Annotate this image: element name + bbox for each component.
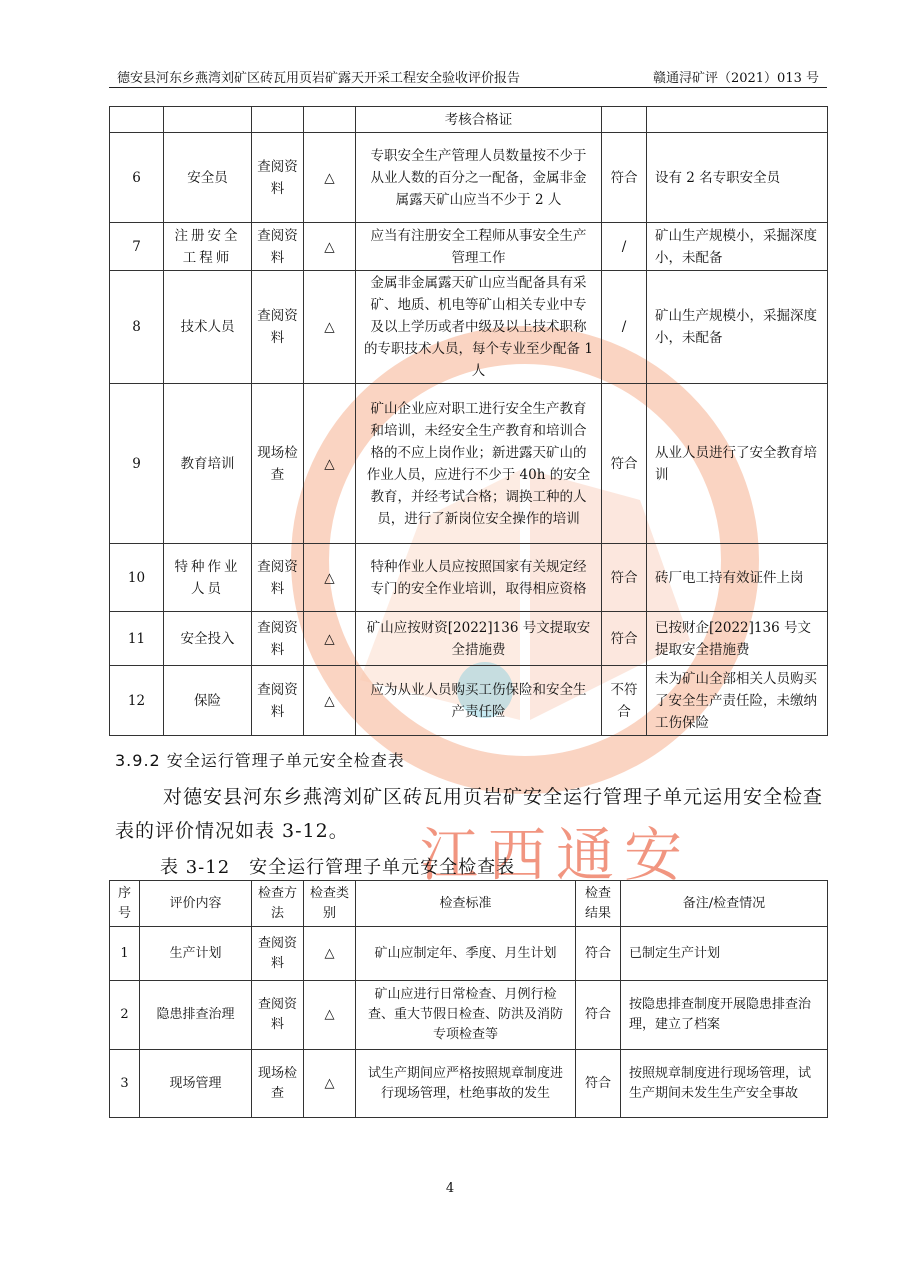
category-cell: △ bbox=[304, 384, 356, 544]
criteria-cell: 应为从业人员购买工伤保险和安全生产责任险 bbox=[356, 666, 602, 736]
row-number: 11 bbox=[110, 612, 164, 666]
table-caption: 表 3-12 安全运行管理子单元安全检查表 bbox=[160, 857, 516, 878]
criteria-cell: 应当有注册安全工程师从事安全生产管理工作 bbox=[356, 223, 602, 271]
method-cell: 查阅资料 bbox=[252, 612, 304, 666]
row-number: 8 bbox=[110, 271, 164, 384]
header-report-number: 赣通浔矿评（2021）013 号 bbox=[652, 71, 819, 86]
method-cell: 查阅资料 bbox=[252, 223, 304, 271]
item-cell: 技术人员 bbox=[164, 271, 252, 384]
criteria-cell: 矿山应制定年、季度、月生计划 bbox=[356, 927, 576, 981]
item-cell: 特种作业人员 bbox=[164, 544, 252, 612]
row-number: 3 bbox=[110, 1050, 140, 1118]
category-cell: △ bbox=[304, 666, 356, 736]
note-cell: 按隐患排查制度开展隐患排查治理，建立了档案 bbox=[621, 981, 828, 1050]
table-row bbox=[110, 384, 828, 544]
item-cell: 生产计划 bbox=[140, 927, 252, 981]
table-row bbox=[110, 981, 828, 1050]
result-cell: / bbox=[602, 223, 647, 271]
item-cell: 安全投入 bbox=[164, 612, 252, 666]
page-number: 4 bbox=[445, 1181, 455, 1196]
category-cell: △ bbox=[304, 1050, 356, 1118]
method-cell: 现场检查 bbox=[252, 384, 304, 544]
method-cell: 查阅资料 bbox=[252, 271, 304, 384]
criteria-cell: 特种作业人员应按照国家有关规定经专门的安全作业培训，取得相应资格 bbox=[356, 544, 602, 612]
note-cell: 从业人员进行了安全教育培训 bbox=[647, 384, 828, 544]
table-row bbox=[110, 544, 828, 612]
header-result: 检查结果 bbox=[576, 881, 621, 927]
note-cell: 砖厂电工持有效证件上岗 bbox=[647, 544, 828, 612]
result-cell: 符合 bbox=[576, 1050, 621, 1118]
category-cell: △ bbox=[304, 223, 356, 271]
method-cell: 查阅资料 bbox=[252, 544, 304, 612]
table-row bbox=[110, 666, 828, 736]
row-number: 10 bbox=[110, 544, 164, 612]
item-cell: 教育培训 bbox=[164, 384, 252, 544]
note-cell: 未为矿山全部相关人员购买了安全生产责任险，未缴纳工伤保险 bbox=[647, 666, 828, 736]
category-cell: △ bbox=[304, 612, 356, 666]
note-cell: 设有 2 名专职安全员 bbox=[647, 133, 828, 223]
criteria-cell: 金属非金属露天矿山应当配备具有采矿、地质、机电等矿山相关专业中专及以上学历或者中级及以上技术职称的专职技术人员，每个专业至少配备 1 人 bbox=[356, 271, 602, 384]
item-cell: 现场管理 bbox=[140, 1050, 252, 1118]
header-method: 检查方法 bbox=[252, 881, 304, 927]
method-cell: 查阅资料 bbox=[252, 927, 304, 981]
row-number: 1 bbox=[110, 927, 140, 981]
table-row bbox=[110, 107, 828, 133]
watermark-text: 江西通安 bbox=[420, 821, 693, 889]
item-cell: 安全员 bbox=[164, 133, 252, 223]
method-cell: 查阅资料 bbox=[252, 981, 304, 1050]
criteria-cell: 矿山应按财资[2022]136 号文提取安全措施费 bbox=[356, 612, 602, 666]
result-cell: / bbox=[602, 271, 647, 384]
table-row bbox=[110, 612, 828, 666]
section-heading: 3.9.2 安全运行管理子单元安全检查表 bbox=[115, 751, 405, 770]
method-cell: 查阅资料 bbox=[252, 133, 304, 223]
table-row bbox=[110, 223, 828, 271]
item-cell: 注册安全工程师 bbox=[164, 223, 252, 271]
table-row bbox=[110, 133, 828, 223]
header-criteria: 检查标准 bbox=[356, 881, 576, 927]
personnel-check-table bbox=[109, 106, 828, 736]
category-cell: △ bbox=[304, 133, 356, 223]
section-paragraph: 对德安县河东乡燕湾刘矿区砖瓦用页岩矿安全运行管理子单元运用安全检查表的评价情况如表 3-12。 bbox=[115, 786, 824, 842]
table-row bbox=[110, 1050, 828, 1118]
category-cell: △ bbox=[304, 981, 356, 1050]
criteria-cell: 试生产期间应严格按照规章制度进行现场管理，杜绝事故的发生 bbox=[356, 1050, 576, 1118]
header-note: 备注/检查情况 bbox=[621, 881, 828, 927]
header-report-title: 德安县河东乡燕湾刘矿区砖瓦用页岩矿露天开采工程安全验收评价报告 bbox=[117, 71, 521, 86]
result-cell: 符合 bbox=[576, 981, 621, 1050]
result-cell: 不符合 bbox=[602, 666, 647, 736]
row-number: 7 bbox=[110, 223, 164, 271]
header-no: 序号 bbox=[110, 881, 140, 927]
row-number: 12 bbox=[110, 666, 164, 736]
criteria-cell: 考核合格证 bbox=[356, 107, 602, 133]
table-header-row bbox=[110, 881, 828, 927]
note-cell: 矿山生产规模小，采掘深度小，未配备 bbox=[647, 271, 828, 384]
result-cell: 符合 bbox=[576, 927, 621, 981]
method-cell: 查阅资料 bbox=[252, 666, 304, 736]
result-cell: 符合 bbox=[602, 133, 647, 223]
category-cell: △ bbox=[304, 927, 356, 981]
category-cell: △ bbox=[304, 544, 356, 612]
criteria-cell: 专职安全生产管理人员数量按不少于从业人数的百分之一配备，金属非金属露天矿山应当不少于 2 人 bbox=[356, 133, 602, 223]
result-cell: 符合 bbox=[602, 612, 647, 666]
row-number: 2 bbox=[110, 981, 140, 1050]
note-cell: 矿山生产规模小，采掘深度小，未配备 bbox=[647, 223, 828, 271]
row-number: 9 bbox=[110, 384, 164, 544]
page-header bbox=[109, 64, 827, 88]
item-cell: 保险 bbox=[164, 666, 252, 736]
note-cell: 已按财企[2022]136 号文提取安全措施费 bbox=[647, 612, 828, 666]
item-cell: 隐患排查治理 bbox=[140, 981, 252, 1050]
note-cell: 已制定生产计划 bbox=[621, 927, 828, 981]
header-item: 评价内容 bbox=[140, 881, 252, 927]
method-cell: 现场检查 bbox=[252, 1050, 304, 1118]
result-cell: 符合 bbox=[602, 384, 647, 544]
row-number: 6 bbox=[110, 133, 164, 223]
table-row bbox=[110, 927, 828, 981]
result-cell: 符合 bbox=[602, 544, 647, 612]
header-category: 检查类别 bbox=[304, 881, 356, 927]
operation-management-check-table bbox=[109, 880, 828, 1118]
note-cell: 按照规章制度进行现场管理，试生产期间未发生生产安全事故 bbox=[621, 1050, 828, 1118]
criteria-cell: 矿山企业应对职工进行安全生产教育和培训，未经安全生产教育和培训合格的不应上岗作业；新进露天矿山的作业人员，应进行不少于 40h 的安全教育，并经考试合格；调换工种的人员，进行了新岗位安全操作的培训 bbox=[356, 384, 602, 544]
table-row bbox=[110, 271, 828, 384]
criteria-cell: 矿山应进行日常检查、月例行检查、重大节假日检查、防洪及消防专项检查等 bbox=[356, 981, 576, 1050]
category-cell: △ bbox=[304, 271, 356, 384]
